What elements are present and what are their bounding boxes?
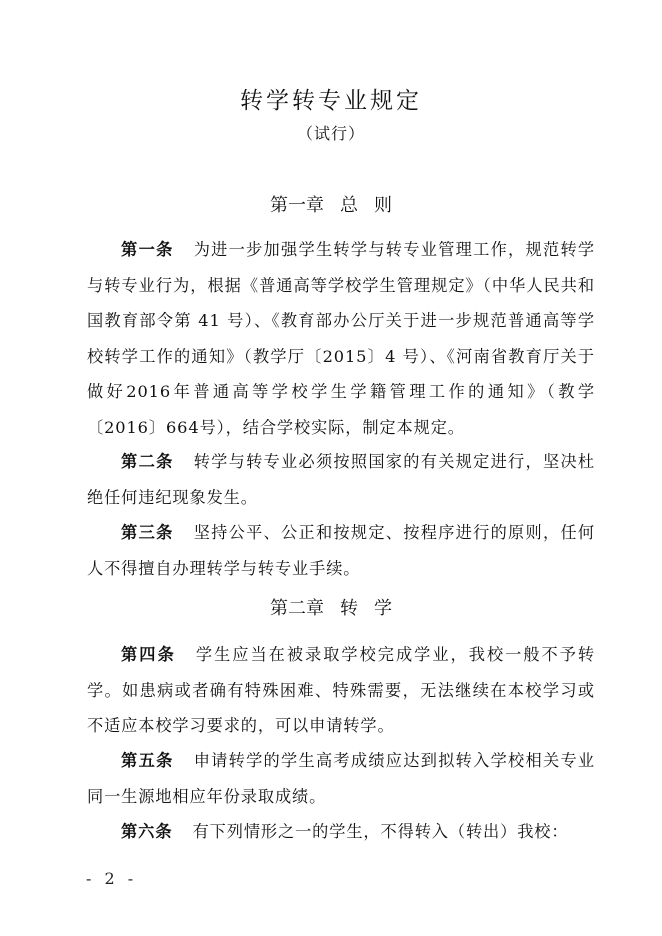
chapter-2-word-1: 转 <box>340 598 358 619</box>
article-label: 第三条 <box>121 523 174 542</box>
article-text: 坚持公平、公正和按规定、按程序进行的原则，任何人不得擅自办理转学与转专业手续。 <box>87 523 596 578</box>
document-title: 转学转专业规定 <box>240 88 422 114</box>
article-text: 有下列情形之一的学生，不得转入（转出）我校： <box>192 822 569 841</box>
article-text: 为进一步加强学生转学与转专业管理工作，规范转学与转专业行为，根据《普通高等学校学生管理规定》（中华人民共和国教育部令第 41 号）、《教育部办公厅关于进一步规范普通高等学校转学工作的通知》（教学厅〔2015〕4 号）、《河南省教育厅关于做好2016年普通高等学校学生学籍管理工作的通知》（教学〔2016〕664号），结合学校实际，制定本规定。 <box>87 240 596 437</box>
article-2 <box>87 444 595 515</box>
chapter-1-word-1: 总 <box>340 195 358 216</box>
page-number: - 2 - <box>86 869 138 888</box>
document-subtitle: （试行） <box>296 124 365 143</box>
article-label: 第五条 <box>121 751 174 770</box>
chapter-1-heading <box>0 193 662 219</box>
article-5 <box>87 743 595 814</box>
article-6 <box>87 814 595 850</box>
chapter-2-heading <box>0 596 662 622</box>
article-label: 第二条 <box>121 452 174 471</box>
chapter-1-prefix: 第一章 <box>270 195 324 216</box>
article-label: 第六条 <box>121 822 173 841</box>
article-text: 转学与转专业必须按照国家的有关规定进行，坚决杜绝任何违纪现象发生。 <box>87 452 596 507</box>
chapter-1-word-2: 则 <box>374 195 392 216</box>
chapter-2-word-2: 学 <box>374 598 392 619</box>
article-text: 学生应当在被录取学校完成学业，我校一般不予转学。如患病或者确有特殊困难、特殊需要，无法继续在本校学习或不适应本校学习要求的，可以申请转学。 <box>87 645 595 735</box>
article-label: 第一条 <box>121 240 174 259</box>
chapter-2-prefix: 第二章 <box>270 598 324 619</box>
article-1 <box>87 232 595 445</box>
article-3 <box>87 515 595 586</box>
article-label: 第四条 <box>121 645 176 664</box>
article-4 <box>87 637 595 744</box>
article-text: 申请转学的学生高考成绩应达到拟转入学校相关专业同一生源地相应年份录取成绩。 <box>87 751 596 806</box>
